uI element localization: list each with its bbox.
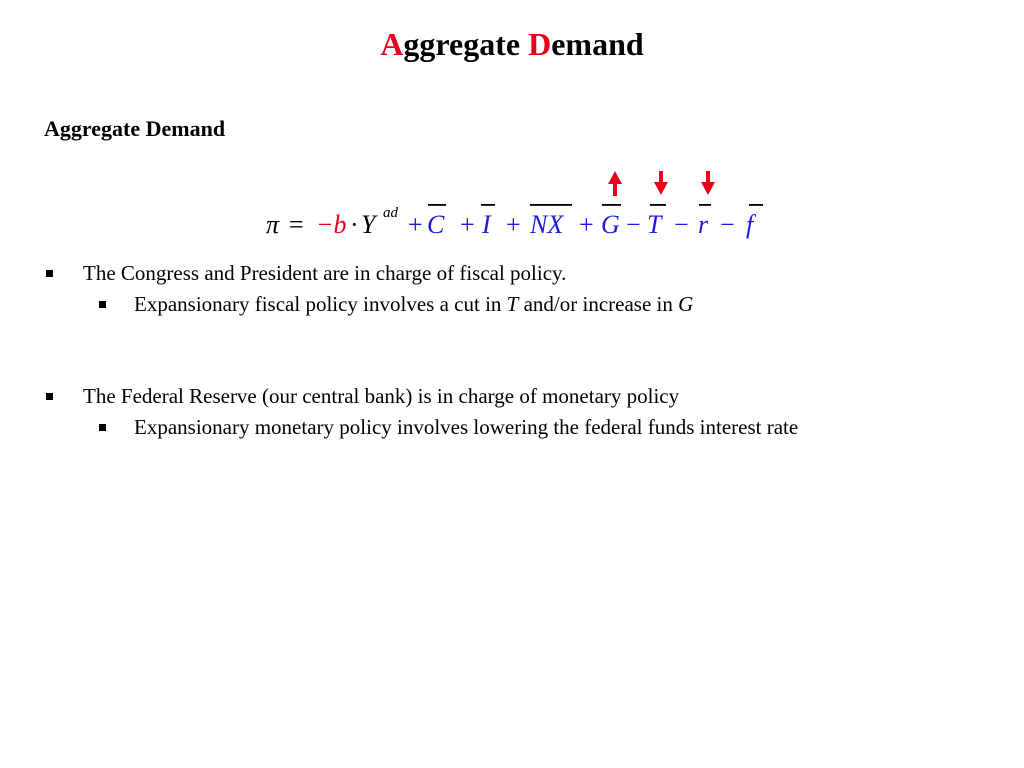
eq-sign-i: + [460,210,475,239]
eq-sign-t: − [626,210,641,239]
title-word-emand: emand [551,26,644,62]
eq-bar-nx [530,204,572,206]
eq-term-i: I [482,210,491,239]
eq-sign-r: − [674,210,689,239]
aggregate-demand-equation [262,158,782,248]
bullet-text: The Federal Reserve (our central bank) is in charge of monetary policy [83,384,680,408]
slide-subtitle: Aggregate Demand [44,116,226,141]
eq-term-r: r [698,210,709,239]
eq-bar-i [481,204,495,206]
eq-bar-f [749,204,763,206]
bullet-square-icon [99,424,106,431]
sub-bullet-text-pre: Expansionary fiscal policy involves a cut in [134,292,507,316]
bullet-square-icon [46,270,53,277]
bullet-square-icon [99,301,106,308]
sub-bullet-fiscal [134,292,693,317]
title-word-aggregate: ggregate [403,26,529,62]
eq-sign-nx: + [506,210,521,239]
sub-bullet-text: Expansionary monetary policy involves lowering the federal funds interest rate [134,415,799,439]
sub-bullet-monetary [134,415,798,440]
eq-equals: = [289,210,304,239]
eq-term-f: f [746,210,754,239]
sub-bullet-var-t: T [506,292,519,316]
eq-superscript-ad: ad [383,205,398,221]
eq-sign-g: + [579,210,594,239]
eq-term-nx: NX [530,210,564,239]
sub-bullet-var-g: G [678,292,694,316]
bullet-text: The Congress and President are in charge of fiscal policy. [83,261,567,285]
title-letter-a: A [380,26,404,62]
arrow-down-icon [654,171,668,195]
eq-dot: · [350,210,359,239]
bullet-square-icon [46,393,53,400]
slide-title [0,26,1024,63]
eq-y: Y [361,210,376,239]
eq-bar-r [699,204,711,206]
eq-sign-c: + [408,210,423,239]
eq-neg-b: −b [316,210,347,239]
eq-term-c: C [427,210,445,239]
eq-bar-c [428,204,446,206]
eq-bar-t [650,204,666,206]
eq-pi: π [266,210,280,239]
arrow-up-icon [608,171,622,196]
sub-bullet-text-mid: and/or increase in [518,292,679,316]
eq-term-t: T [647,210,662,239]
bullet-item-fiscal [83,261,566,286]
bullet-item-monetary [83,384,679,409]
eq-term-g: G [601,210,620,239]
eq-bar-g [602,204,621,206]
title-letter-d: D [528,26,552,62]
arrow-down-icon [701,171,715,195]
eq-sign-f: − [720,210,735,239]
